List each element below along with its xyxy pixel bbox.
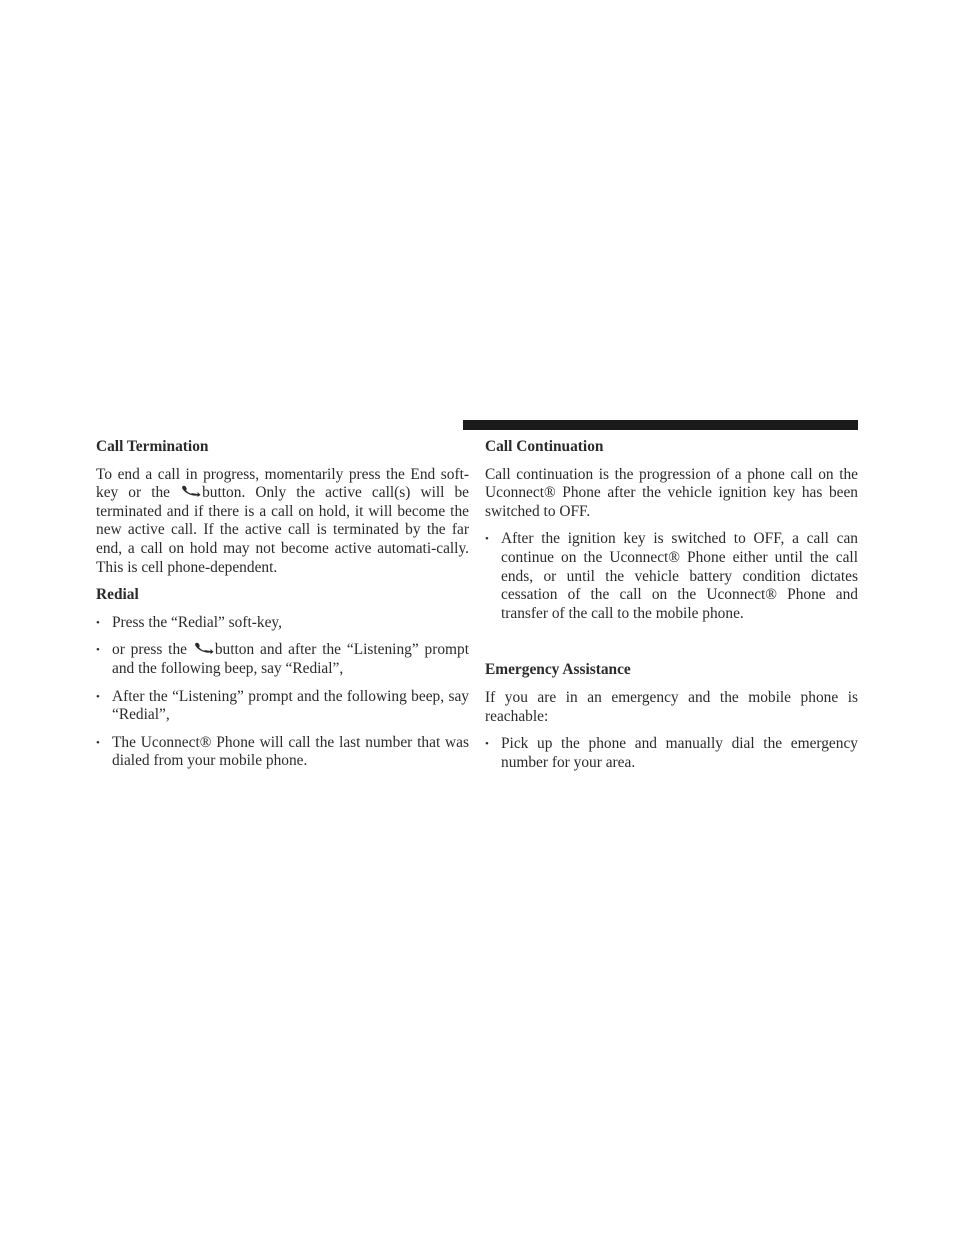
emergency-assistance-bullet-1: Pick up the phone and manually dial the emergency number for your area. — [501, 735, 858, 771]
list-item — [96, 641, 469, 678]
emergency-assistance-section — [485, 661, 858, 772]
call-continuation-bullet-1: After the ignition key is switched to OFF, a call can continue on the Uconnect® Phone either until the call ends, or until the vehicle battery condition dictates cessation of the call on the Uconnect® Phone and transfer of the call to the mobile phone. — [501, 530, 858, 622]
list-item — [485, 735, 858, 772]
redial-bullet-2-text-1: or press the — [112, 641, 187, 659]
header-rule — [463, 420, 858, 430]
right-column — [485, 438, 858, 781]
call-continuation-section — [485, 438, 858, 623]
call-termination-text-1: To end a call in progress, momentarily press the End soft-key or the — [96, 465, 469, 502]
redial-list — [96, 614, 469, 771]
call-termination-section — [96, 438, 469, 577]
phone-icon — [181, 485, 201, 497]
call-continuation-paragraph: Call continuation is the progression of a phone call on the Uconnect® Phone after the vehicle ignition key has been switched to OFF. — [485, 465, 858, 520]
call-continuation-list — [485, 530, 858, 623]
bullet-glyph: • — [96, 616, 100, 629]
bullet-glyph: • — [96, 736, 100, 749]
bullet-glyph: • — [96, 690, 100, 703]
emergency-assistance-paragraph: If you are in an emergency and the mobile phone is reachable: — [485, 688, 858, 725]
redial-bullet-3: After the “Listening” prompt and the following beep, say “Redial”, — [112, 687, 469, 724]
call-continuation-heading: Call Continuation — [485, 438, 604, 455]
list-item — [485, 530, 858, 623]
call-termination-text-2: button. Only the active call(s) will be terminated and if there is a call on hold, it will become the new active call. If the active call is terminated by the far end, a call on hold may not become active automati-cally. This is cell phone-dependent. — [96, 484, 470, 576]
section-spacer — [485, 632, 858, 661]
redial-section — [96, 586, 469, 771]
list-item — [96, 688, 469, 725]
call-termination-paragraph — [96, 466, 469, 578]
phone-icon — [194, 642, 214, 654]
bullet-glyph: • — [96, 644, 100, 657]
emergency-assistance-heading: Emergency Assistance — [485, 661, 631, 679]
emergency-assistance-list — [485, 735, 858, 772]
list-item — [96, 734, 469, 771]
bullet-glyph: • — [485, 738, 489, 751]
bullet-glyph: • — [485, 533, 489, 546]
list-item — [96, 614, 469, 633]
redial-bullet-1: Press the “Redial” soft-key, — [112, 613, 282, 631]
redial-heading: Redial — [96, 586, 139, 604]
call-termination-heading: Call Termination — [96, 438, 209, 455]
redial-bullet-2-text-2: button and after the “Listening” prompt and the following beep, say “Redial”, — [112, 641, 469, 677]
left-column — [96, 438, 469, 780]
redial-bullet-4: The Uconnect® Phone will call the last number that was dialed from your mobile phone. — [112, 733, 469, 770]
